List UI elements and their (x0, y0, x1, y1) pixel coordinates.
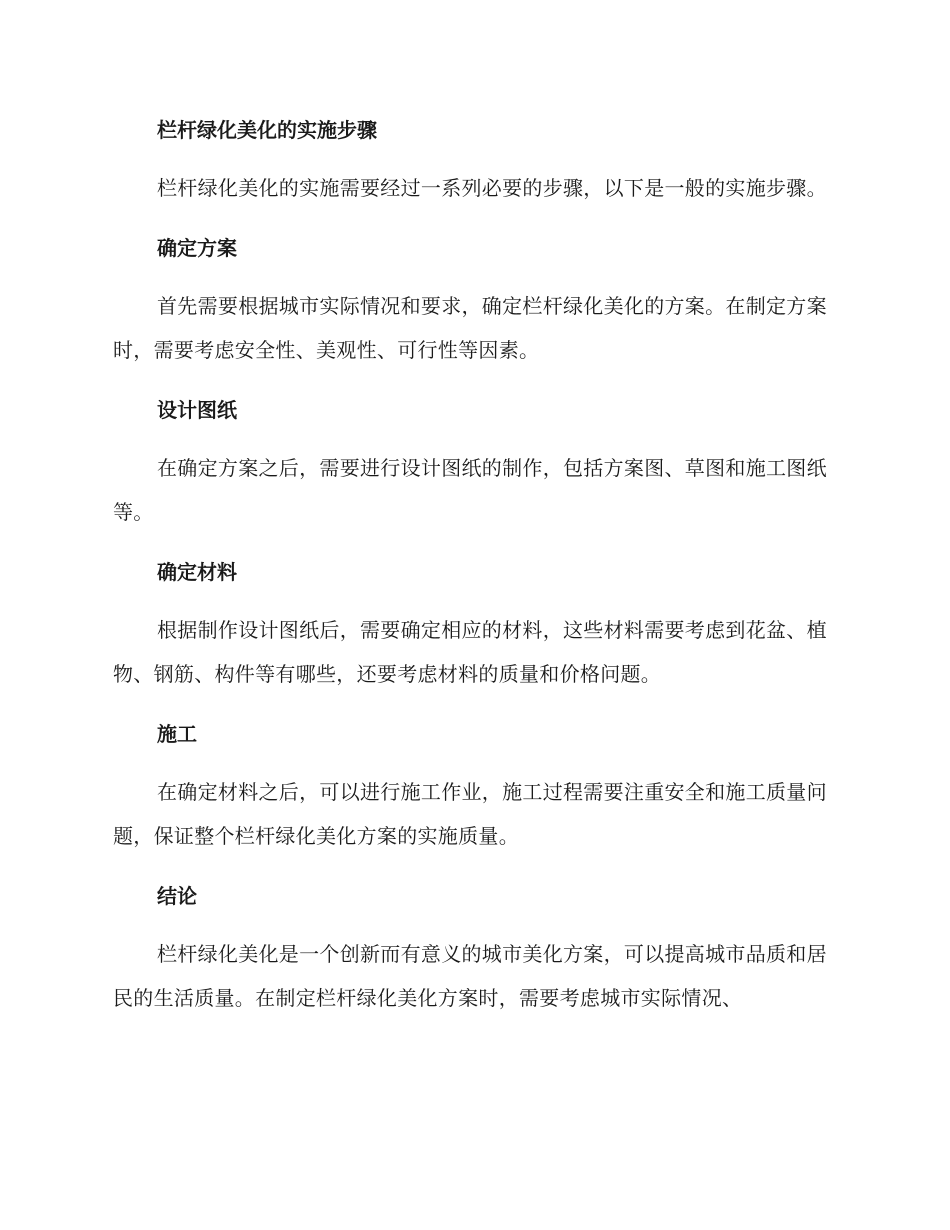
section-paragraph: 在确定材料之后，可以进行施工作业，施工过程需要注重安全和施工质量问题，保证整个栏杆绿化美化方案的实施质量。 (113, 780, 827, 848)
section-paragraph: 在确定方案之后，需要进行设计图纸的制作，包括方案图、草图和施工图纸等。 (113, 456, 827, 524)
section-implementation-steps (113, 108, 833, 210)
section-conclusion (113, 874, 833, 1020)
section-heading: 确定方案 (157, 236, 237, 260)
section-paragraph: 根据制作设计图纸后，需要确定相应的材料，这些材料需要考虑到花盆、植物、钢筋、构件等有哪些，还要考虑材料的质量和价格问题。 (113, 618, 827, 686)
section-determine-materials (113, 550, 833, 696)
section-paragraph: 首先需要根据城市实际情况和要求，确定栏杆绿化美化的方案。在制定方案时，需要考虑安全性、美观性、可行性等因素。 (113, 294, 827, 362)
section-heading: 确定材料 (157, 560, 237, 584)
section-design-drawings (113, 388, 833, 534)
section-heading: 设计图纸 (157, 398, 237, 422)
section-heading: 栏杆绿化美化的实施步骤 (157, 118, 377, 142)
section-paragraph: 栏杆绿化美化是一个创新而有意义的城市美化方案，可以提高城市品质和居民的生活质量。在制定栏杆绿化美化方案时，需要考虑城市实际情况、 (113, 942, 827, 1010)
document-page (113, 108, 833, 1036)
section-heading: 结论 (157, 884, 197, 908)
section-determine-plan (113, 226, 833, 372)
section-paragraph: 栏杆绿化美化的实施需要经过一系列必要的步骤，以下是一般的实施步骤。 (157, 176, 827, 200)
section-heading: 施工 (157, 722, 197, 746)
section-construction (113, 712, 833, 858)
